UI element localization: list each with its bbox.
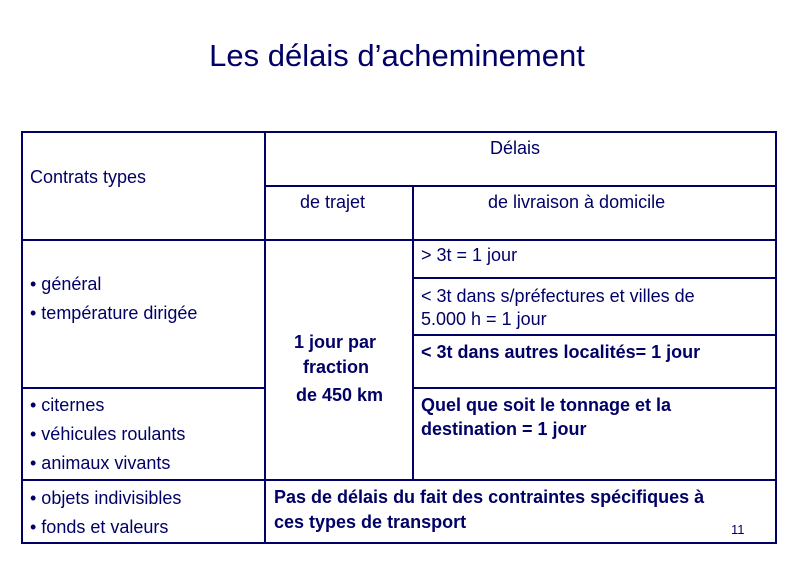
liv-plus-3t: > 3t = 1 jour [421, 245, 518, 265]
row3-item-fonds: • fonds et valeurs [30, 517, 169, 537]
liv-moins-3t-prefectures-line2: 5.000 h = 1 jour [421, 309, 547, 329]
row2-item-animaux: • animaux vivants [30, 453, 171, 473]
row1-item-general: • général [30, 274, 102, 294]
liv-moins-3t-autres: < 3t dans autres localités= 1 jour [421, 342, 701, 362]
row3-note-line1: Pas de délais du fait des contraintes spécifiques à [274, 487, 705, 507]
liv-quel-que-soit-line1: Quel que soit le tonnage et la [421, 395, 672, 415]
divider-liv-2 [412, 334, 777, 336]
divider-header-delais [264, 185, 777, 187]
row3-note-line2: ces types de transport [274, 512, 467, 532]
divider-header-bottom [21, 239, 777, 241]
row3-item-objets: • objets indivisibles [30, 488, 182, 508]
divider-liv-3 [412, 387, 777, 389]
divider-row1-contrats [21, 387, 266, 389]
trajet-value-line2: fraction [303, 357, 370, 377]
divider-row3 [21, 479, 777, 481]
header-de-trajet: de trajet [300, 192, 366, 212]
liv-quel-que-soit-line2: destination = 1 jour [421, 419, 587, 439]
header-livraison: de livraison à domicile [488, 192, 666, 212]
page-number: 11 [731, 522, 745, 537]
row2-item-citernes: • citernes [30, 395, 105, 415]
divider-trajet [412, 186, 414, 480]
liv-moins-3t-prefectures-line1: < 3t dans s/préfectures et villes de [421, 286, 695, 306]
divider-liv-1 [412, 277, 777, 279]
row2-item-vehicules: • véhicules roulants [30, 424, 186, 444]
page-title: Les délais d’acheminement [209, 38, 585, 73]
trajet-value-line1: 1 jour par [294, 332, 377, 352]
row1-item-temperature: • température dirigée [30, 303, 198, 323]
header-contrats-types: Contrats types [30, 167, 147, 187]
trajet-value-line3: de 450 km [296, 385, 384, 405]
header-delais: Délais [490, 138, 541, 158]
divider-contrats [264, 131, 266, 544]
